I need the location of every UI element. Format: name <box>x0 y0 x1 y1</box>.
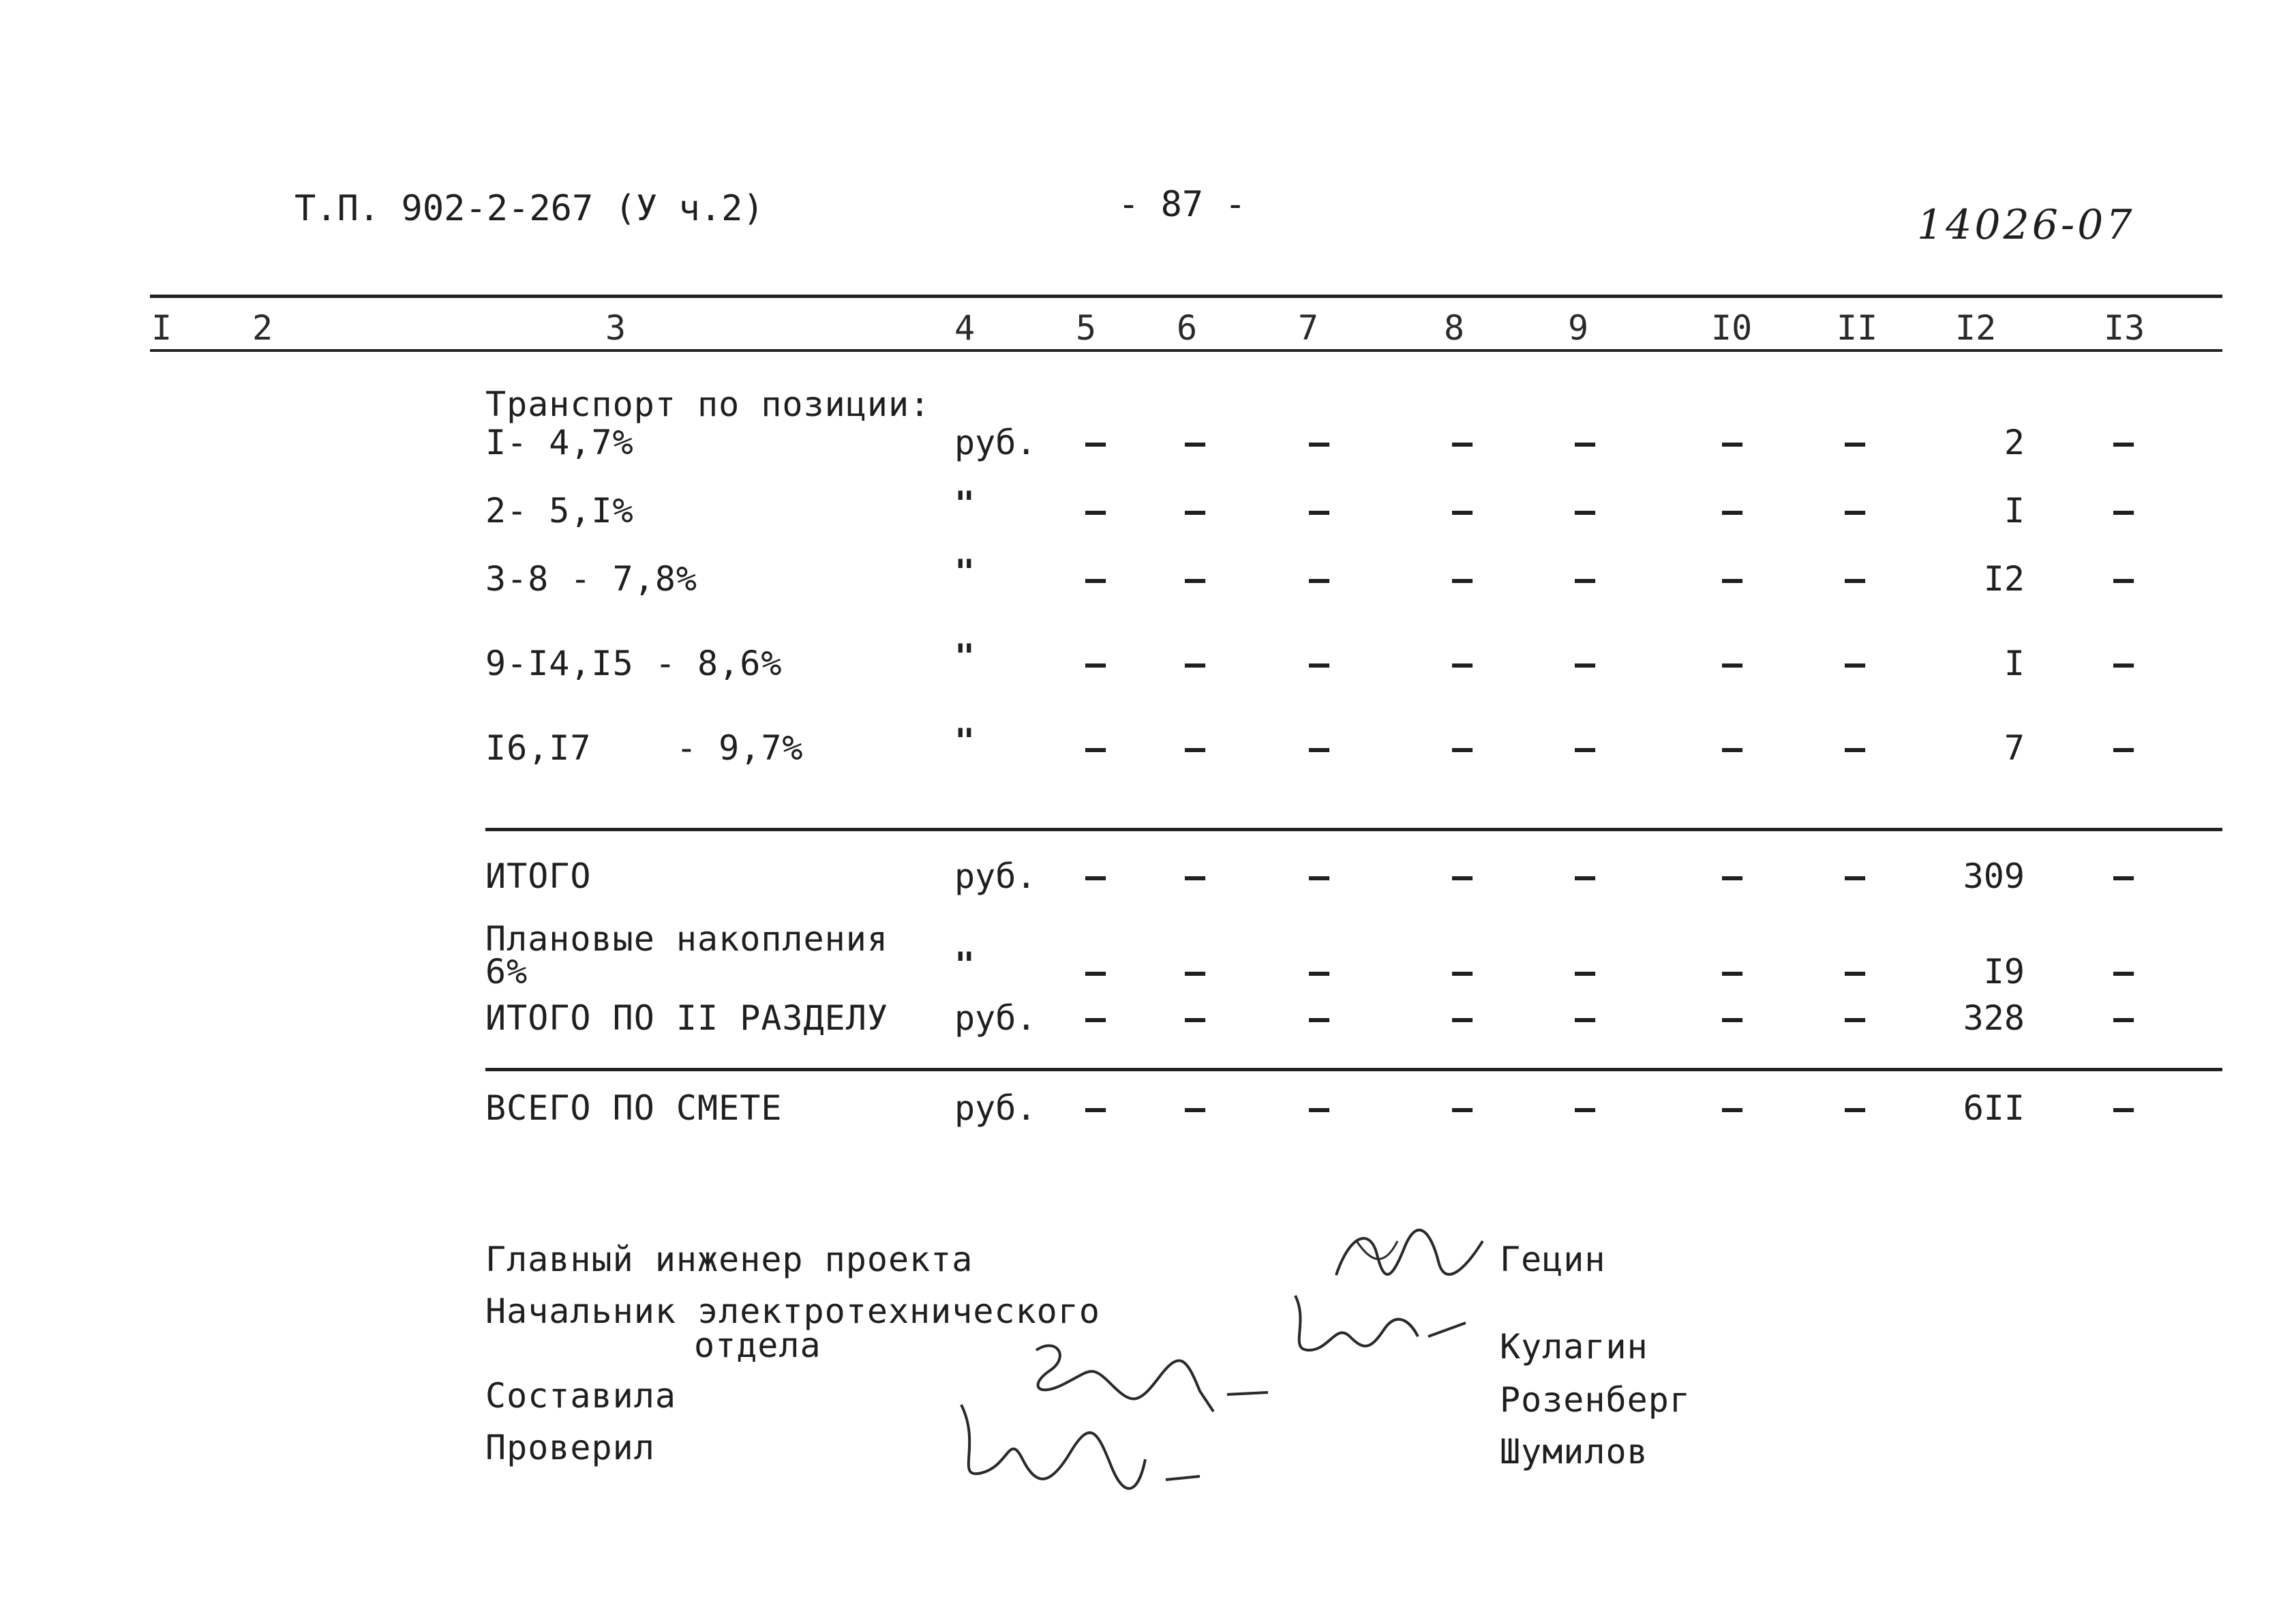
empty-value-dash: – <box>1309 423 1330 462</box>
empty-value-dash: – <box>1575 1088 1596 1128</box>
empty-value-dash: – <box>1309 1088 1330 1128</box>
header-bottom-rule <box>150 349 2222 352</box>
row-label: Плановые накопления <box>485 919 888 959</box>
empty-value-dash: – <box>1185 1088 1206 1128</box>
value-cell: I9 <box>1983 952 2025 991</box>
unit-cell: " <box>954 552 976 592</box>
empty-value-dash: – <box>1845 559 1866 599</box>
value-cell: I <box>2004 644 2025 683</box>
unit-cell: " <box>954 945 976 985</box>
document-code: Т.П. 902-2-267 (У ч.2) <box>294 188 764 229</box>
column-number: 3 <box>605 308 626 348</box>
empty-value-dash: – <box>1575 491 1596 531</box>
empty-value-dash: – <box>1185 644 1206 683</box>
unit-cell: " <box>954 721 976 761</box>
row-label: I6,I7 - 9,7% <box>485 728 804 768</box>
empty-value-dash: – <box>2113 1088 2134 1128</box>
value-cell: 2 <box>2004 423 2025 462</box>
empty-value-dash: – <box>1185 491 1206 531</box>
empty-value-dash: – <box>1309 728 1330 768</box>
row-label: I- 4,7% <box>485 423 634 462</box>
empty-value-dash: – <box>1452 644 1473 683</box>
empty-value-dash: – <box>1309 559 1330 599</box>
signature-role: отдела <box>694 1326 821 1365</box>
grand-total-rule <box>485 1068 2222 1071</box>
empty-value-dash: – <box>1309 491 1330 531</box>
empty-value-dash: – <box>1845 491 1866 531</box>
signature-role: Начальник электротехнического <box>485 1292 1100 1331</box>
empty-value-dash: – <box>1722 856 1743 896</box>
empty-value-dash: – <box>1452 952 1473 991</box>
subtotal-rule <box>485 828 2222 831</box>
signature-role: Проверил <box>485 1428 655 1467</box>
section-title: Транспорт по позиции: <box>485 385 931 424</box>
empty-value-dash: – <box>1575 644 1596 683</box>
empty-value-dash: – <box>1845 1088 1866 1128</box>
empty-value-dash: – <box>1185 998 1206 1038</box>
unit-cell: руб. <box>954 1088 1037 1128</box>
archive-number: 14026-07 <box>1917 201 2135 249</box>
column-number: 5 <box>1076 308 1097 348</box>
value-cell: 328 <box>1963 998 2025 1038</box>
empty-value-dash: – <box>1085 728 1106 768</box>
empty-value-dash: – <box>1722 423 1743 462</box>
empty-value-dash: – <box>1452 998 1473 1038</box>
empty-value-dash: – <box>1722 491 1743 531</box>
column-number: 9 <box>1568 308 1589 348</box>
empty-value-dash: – <box>2113 491 2134 531</box>
empty-value-dash: – <box>1085 491 1106 531</box>
empty-value-dash: – <box>1845 644 1866 683</box>
empty-value-dash: – <box>1185 559 1206 599</box>
empty-value-dash: – <box>1575 423 1596 462</box>
empty-value-dash: – <box>1085 559 1106 599</box>
empty-value-dash: – <box>1722 1088 1743 1128</box>
signatory-name: Шумилов <box>1500 1432 1648 1472</box>
empty-value-dash: – <box>1085 856 1106 896</box>
unit-cell: руб. <box>954 423 1037 462</box>
header-top-rule <box>150 295 2222 298</box>
unit-cell: " <box>954 484 976 524</box>
handwritten-signature <box>941 1391 1227 1507</box>
empty-value-dash: – <box>1452 423 1473 462</box>
empty-value-dash: – <box>1845 856 1866 896</box>
value-cell: I <box>2004 491 2025 531</box>
empty-value-dash: – <box>2113 998 2134 1038</box>
empty-value-dash: – <box>1575 998 1596 1038</box>
row-label: ИТОГО <box>485 856 592 896</box>
column-number: 7 <box>1298 308 1319 348</box>
empty-value-dash: – <box>1575 856 1596 896</box>
value-cell: 7 <box>2004 728 2025 768</box>
unit-cell: руб. <box>954 856 1037 896</box>
value-cell: 309 <box>1963 856 2025 896</box>
column-number: 2 <box>252 308 273 348</box>
empty-value-dash: – <box>1085 644 1106 683</box>
column-number: 6 <box>1177 308 1198 348</box>
page-number: - 87 - <box>1118 184 1246 225</box>
empty-value-dash: – <box>1085 1088 1106 1128</box>
empty-value-dash: – <box>2113 952 2134 991</box>
empty-value-dash: – <box>1575 559 1596 599</box>
empty-value-dash: – <box>1085 423 1106 462</box>
empty-value-dash: – <box>1722 644 1743 683</box>
empty-value-dash: – <box>1452 1088 1473 1128</box>
signatory-name: Гецин <box>1500 1240 1606 1279</box>
empty-value-dash: – <box>1452 728 1473 768</box>
row-label: ИТОГО ПО II РАЗДЕЛУ <box>485 998 888 1038</box>
value-cell: I2 <box>1983 559 2025 599</box>
row-label: ВСЕГО ПО СМЕТЕ <box>485 1088 783 1128</box>
row-label: 9-I4,I5 - 8,6% <box>485 644 783 683</box>
empty-value-dash: – <box>1452 856 1473 896</box>
empty-value-dash: – <box>1845 952 1866 991</box>
empty-value-dash: – <box>1309 952 1330 991</box>
row-label: 3-8 - 7,8% <box>485 559 698 599</box>
empty-value-dash: – <box>2113 559 2134 599</box>
empty-value-dash: – <box>1309 856 1330 896</box>
empty-value-dash: – <box>2113 423 2134 462</box>
empty-value-dash: – <box>2113 644 2134 683</box>
signatory-name: Розенберг <box>1500 1380 1691 1420</box>
handwritten-signature <box>1282 1282 1479 1364</box>
empty-value-dash: – <box>1309 998 1330 1038</box>
empty-value-dash: – <box>1722 952 1743 991</box>
empty-value-dash: – <box>1845 998 1866 1038</box>
empty-value-dash: – <box>1185 856 1206 896</box>
signature-role: Составила <box>485 1376 676 1416</box>
signature-role: Главный инженер проекта <box>485 1240 973 1279</box>
empty-value-dash: – <box>1085 952 1106 991</box>
column-number: 8 <box>1444 308 1465 348</box>
empty-value-dash: – <box>2113 728 2134 768</box>
empty-value-dash: – <box>1085 998 1106 1038</box>
empty-value-dash: – <box>1722 998 1743 1038</box>
column-number: I0 <box>1711 308 1753 348</box>
empty-value-dash: – <box>1845 728 1866 768</box>
signatory-name: Кулагин <box>1500 1327 1648 1367</box>
empty-value-dash: – <box>1722 559 1743 599</box>
empty-value-dash: – <box>1452 559 1473 599</box>
empty-value-dash: – <box>1185 728 1206 768</box>
column-number: I3 <box>2104 308 2145 348</box>
row-label-continuation: 6% <box>485 952 528 991</box>
empty-value-dash: – <box>1845 423 1866 462</box>
empty-value-dash: – <box>1722 728 1743 768</box>
unit-cell: руб. <box>954 998 1037 1038</box>
column-number: I2 <box>1955 308 1997 348</box>
column-number: II <box>1837 308 1878 348</box>
column-number: I <box>151 308 172 348</box>
empty-value-dash: – <box>1185 423 1206 462</box>
empty-value-dash: – <box>2113 856 2134 896</box>
empty-value-dash: – <box>1185 952 1206 991</box>
empty-value-dash: – <box>1309 644 1330 683</box>
column-number: 4 <box>954 308 976 348</box>
unit-cell: " <box>954 637 976 676</box>
empty-value-dash: – <box>1452 491 1473 531</box>
empty-value-dash: – <box>1575 728 1596 768</box>
row-label: 2- 5,I% <box>485 491 634 531</box>
value-cell: 6II <box>1963 1088 2025 1128</box>
empty-value-dash: – <box>1575 952 1596 991</box>
